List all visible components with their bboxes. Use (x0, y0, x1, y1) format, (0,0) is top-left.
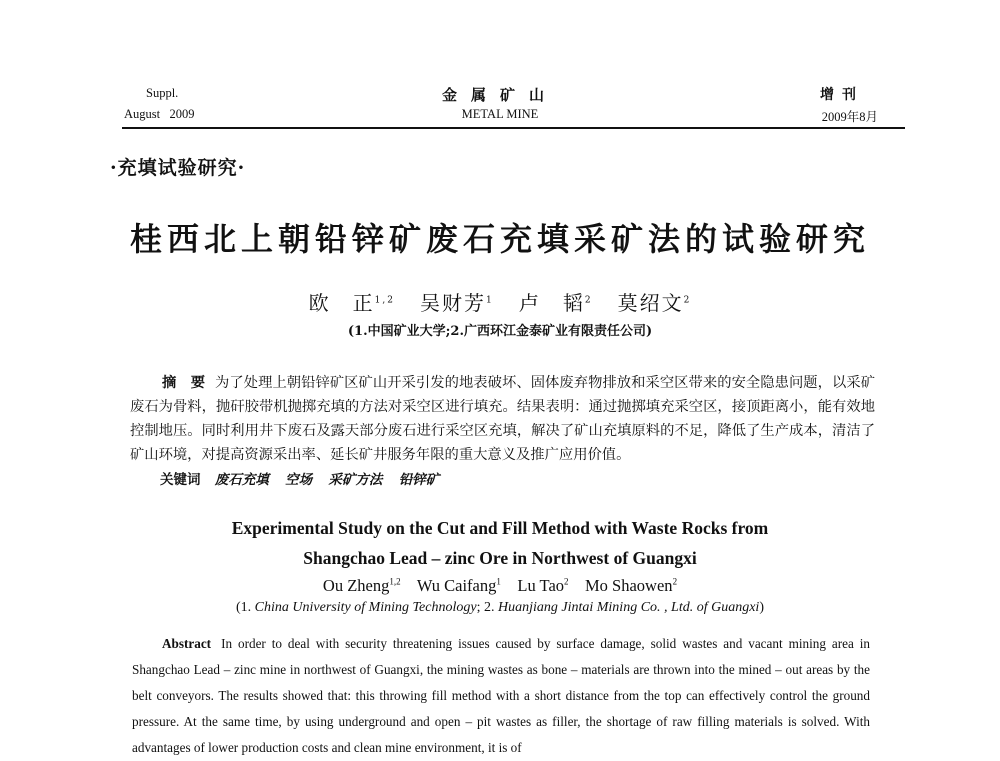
paper-title-en-line: Experimental Study on the Cut and Fill Method with Waste Rocks from (231, 518, 769, 538)
keyword: 空场 (285, 472, 313, 488)
author-cn: 吴财芳$^1$ (420, 291, 494, 315)
header-date-cn: 2009年8月 (821, 110, 878, 124)
author-en: Wu Caifang$^1$ (416, 576, 501, 595)
author-cn: 卢 韬$^2$ (518, 291, 593, 315)
abstract-cn (130, 371, 875, 467)
header-date: August 2009 (124, 107, 195, 121)
keyword: 铅锌矿 (398, 472, 440, 488)
keyword: 采矿方法 (328, 472, 383, 488)
keyword: 废石充填 (214, 472, 269, 488)
keywords-cn-label: 关键词 (160, 472, 201, 488)
author-cn: 欧 正$^{1,2}$ (308, 291, 395, 315)
paper-title-en (0, 513, 1000, 573)
paper-title-cn: 桂西北上朝铅锌矿废石充填采矿法的试验研究 (129, 220, 870, 258)
affiliation-cn: (1.中国矿业大学;2.广西环江金泰矿业有限责任公司) (347, 324, 653, 339)
abstract-cn-text: 为了处理上朝铅锌矿区矿山开采引发的地表破坏、固体废弃物排放和采空区带来的安全隐患问题，以采矿废石为骨料，抛矸胶带机抛掷充填的方法对采空区进行填充。结果表明：通过抛掷填充采空区，接顶距离小，能有效地控制地压。同时利用井下废石及露天部分废石进行采空区充填，解决了矿山充填原料的不足，降低了生产成本，清洁了矿山环境，对提高资源采出率、延长矿井服务年限的重大意义及推广应用价值。 (130, 375, 875, 463)
abstract-cn-label: 摘 要 (162, 375, 206, 391)
authors-en (0, 576, 1000, 596)
abstract-en (132, 631, 870, 761)
author-cn: 莫绍文$^2$ (617, 291, 692, 315)
paper-title-en-line: Shangchao Lead – zinc Ore in Northwest of Guangxi (303, 548, 697, 568)
keywords-cn (160, 468, 451, 488)
authors-cn (0, 287, 1000, 316)
abstract-en-label: Abstract (162, 636, 212, 651)
header-suppl: Suppl. (146, 86, 179, 100)
author-en: Ou Zheng$^{1,2}$ (322, 576, 401, 595)
section-label: ·充填试验研究· (110, 157, 246, 179)
author-en: Lu Tao$^2$ (517, 576, 569, 595)
author-en: Mo Shaowen$^2$ (585, 576, 678, 595)
header-rule (122, 127, 905, 129)
header-supplement-cn: 增刊 (820, 87, 864, 103)
affiliation-en: (1. China University of Mining Technology; 2. Huanjiang Jintai Mining Co. , Ltd. of Guangxi) (236, 600, 764, 615)
abstract-en-text: In order to deal with security threatening issues caused by surface damage, solid wastes and vacant mining area in Shangchao Lead – zinc mine in northwest of Guangxi, the mining wastes as bone – materials are thrown into the mined – out areas by the belt conveyors. The results showed that: this throwing fill method with a short distance from the top can effectively control the ground pressure. At the same time, by using underground and open – pit wastes as filler, the shortage of raw filling materials is solved. With advantages of lower production costs and clean mine environment, it is of (132, 636, 870, 755)
journal-title-en: METAL MINE (461, 107, 539, 121)
journal-title-cn: 金属矿山 (441, 86, 558, 104)
